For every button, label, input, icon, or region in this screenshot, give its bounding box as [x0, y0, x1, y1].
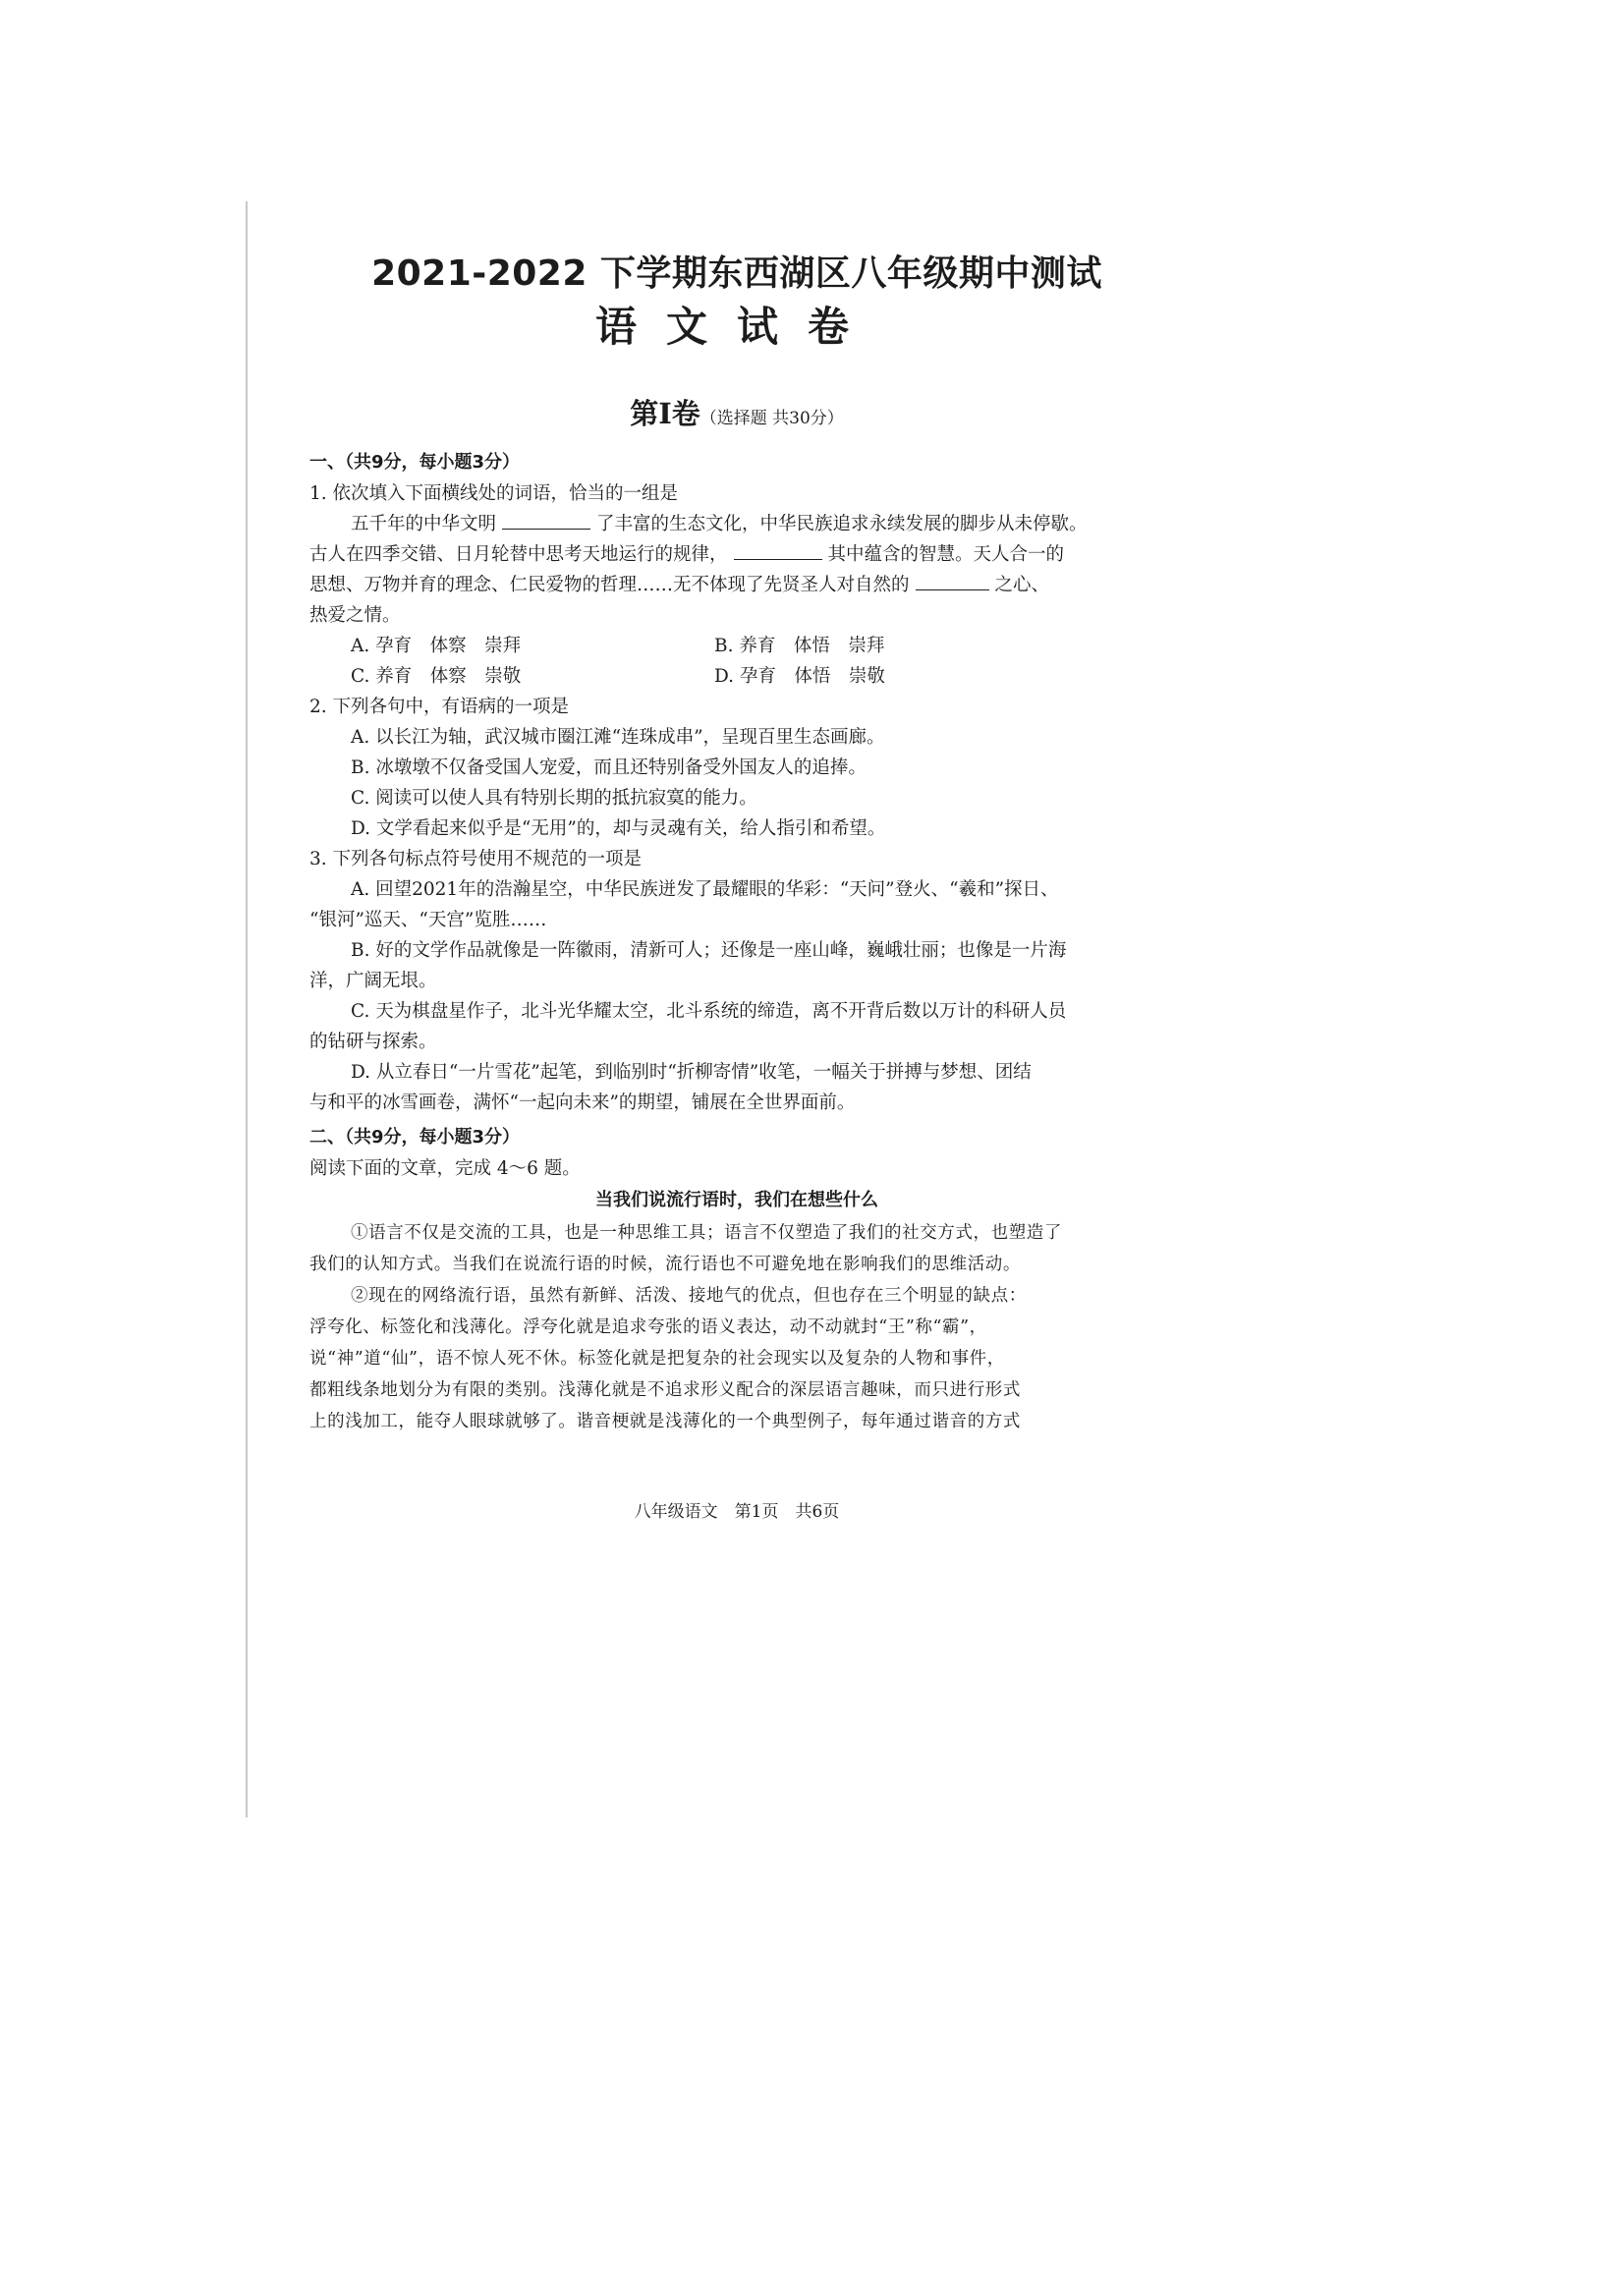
q2-option-d: D. 文学看起来似乎是“无用”的，却与灵魂有关，给人指引和希望。 [351, 818, 886, 839]
q1-line-1 [309, 509, 1164, 539]
section1-heading: 一、（共9分，每小题3分） [309, 452, 521, 473]
volume-label: 第Ⅰ卷 [630, 397, 700, 430]
scan-edge-line [246, 201, 248, 1818]
q2-stem: 2. 下列各句中，有语病的一项是 [309, 697, 570, 717]
q1-options-row-1 [309, 631, 1164, 661]
q1-stem: 1. 依次填入下面横线处的词语，恰当的一组是 [309, 483, 679, 504]
q1-text-d: 其中蕴含的智慧。天人合一的 [827, 544, 1065, 565]
article-para-2-line2: 浮夸化、标签化和浅薄化。浮夸化就是追求夸张的语义表达，动不动就封“王”称“霸”， [309, 1317, 987, 1337]
article-para-2-line4: 都粗线条地划分为有限的类别。浅薄化就是不追求形义配合的深层语言趣味，而只进行形式 [309, 1380, 1021, 1400]
q3-option-d-line1: D. 从立春日“一片雪花”起笔，到临别时“折柳寄情”收笔，一幅关于拼搏与梦想、团结 [351, 1062, 1032, 1083]
q2-option-b: B. 冰墩墩不仅备受国人宠爱，而且还特别备受外国友人的追捧。 [351, 757, 867, 778]
q3-option-c-line2: 的钻研与探索。 [309, 1032, 437, 1052]
article-para-1-line2: 我们的认知方式。当我们在说流行语的时候，流行语也不可避免地在影响我们的思维活动。 [309, 1255, 1021, 1274]
q2-option-a: A. 以长江为轴，武汉城市圈江滩“连珠成串”，呈现百里生态画廊。 [351, 727, 885, 748]
section2-heading: 二、（共9分，每小题3分） [309, 1127, 521, 1148]
article-title: 当我们说流行语时，我们在想些什么 [595, 1190, 878, 1210]
q2-option-c: C. 阅读可以使人具有特别长期的抵抗寂寞的能力。 [351, 788, 757, 809]
volume-heading [309, 394, 1164, 433]
q3-option-d-line2: 与和平的冰雪画卷，满怀“一起向未来”的期望，铺展在全世界面前。 [309, 1092, 856, 1113]
q3-stem: 3. 下列各句标点符号使用不规范的一项是 [309, 849, 643, 869]
q3-option-b-line1: B. 好的文学作品就像是一阵徽雨，清新可人；还像是一座山峰，巍峨壮丽；也像是一片海 [351, 940, 1067, 961]
exam-title: 2021-2022 下学期东西湖区八年级期中测试 [371, 253, 1102, 294]
blank-3 [916, 572, 989, 590]
q1-text-b: 了丰富的生态文化，中华民族追求永续发展的脚步从未停歇。 [596, 514, 1088, 534]
exam-sheet [309, 251, 1164, 1437]
article-para-2-line1: ②现在的网络流行语，虽然有新鲜、活泼、接地气的优点，但也存在三个明显的缺点： [351, 1286, 1027, 1306]
q3-option-c-line1: C. 天为棋盘星作子，北斗光华耀太空，北斗系统的缔造，离不开背后数以万计的科研人员 [351, 1001, 1067, 1022]
q1-option-a: A. 孕育 体察 崇拜 [351, 636, 522, 656]
q1-text-a: 五千年的中华文明 [351, 514, 497, 534]
q1-option-b: B. 养育 体悟 崇拜 [714, 636, 885, 656]
section2-instruction: 阅读下面的文章，完成 4～6 题。 [309, 1158, 581, 1179]
q1-options-row-2 [309, 661, 1164, 692]
q1-text-e: 思想、万物并育的理念、仁民爱物的哲理……无不体现了先贤圣人对自然的 [309, 575, 910, 595]
q1-text-f: 之心、 [994, 575, 1050, 595]
article-para-1-line1: ①语言不仅是交流的工具，也是一种思维工具；语言不仅塑造了我们的社交方式，也塑造了 [351, 1223, 1062, 1243]
blank-1 [502, 511, 590, 530]
q1-line-4: 热爱之情。 [309, 605, 401, 626]
q1-text-c: 古人在四季交错、日月轮替中思考天地运行的规律， [309, 544, 728, 565]
q3-option-a-line1: A. 回望2021年的浩瀚星空，中华民族迸发了最耀眼的华彩：“天问”登火、“羲和”探日、 [351, 879, 1059, 900]
q3-option-b-line2: 洋，广阔无垠。 [309, 971, 437, 991]
blank-2 [734, 541, 822, 560]
article-para-2-line5: 上的浅加工，能夺人眼球就够了。谐音梗就是浅薄化的一个典型例子，每年通过谐音的方式 [309, 1412, 1021, 1431]
page-footer: 八年级语文 第1页 共6页 [634, 1502, 840, 1522]
q1-line-2 [309, 539, 1164, 570]
article-para-2-line3: 说“神”道“仙”，语不惊人死不休。标签化就是把复杂的社会现实以及复杂的人物和事件， [309, 1349, 1005, 1369]
exam-subject: 语文试卷 [594, 303, 878, 351]
q1-line-3 [309, 570, 1164, 600]
q1-option-d: D. 孕育 体悟 崇敬 [714, 666, 885, 687]
volume-note: （选择题 共30分） [700, 409, 844, 428]
q1-option-c: C. 养育 体察 崇敬 [351, 666, 522, 687]
q3-option-a-line2: “银河”巡天、“天宫”览胜…… [309, 910, 547, 930]
